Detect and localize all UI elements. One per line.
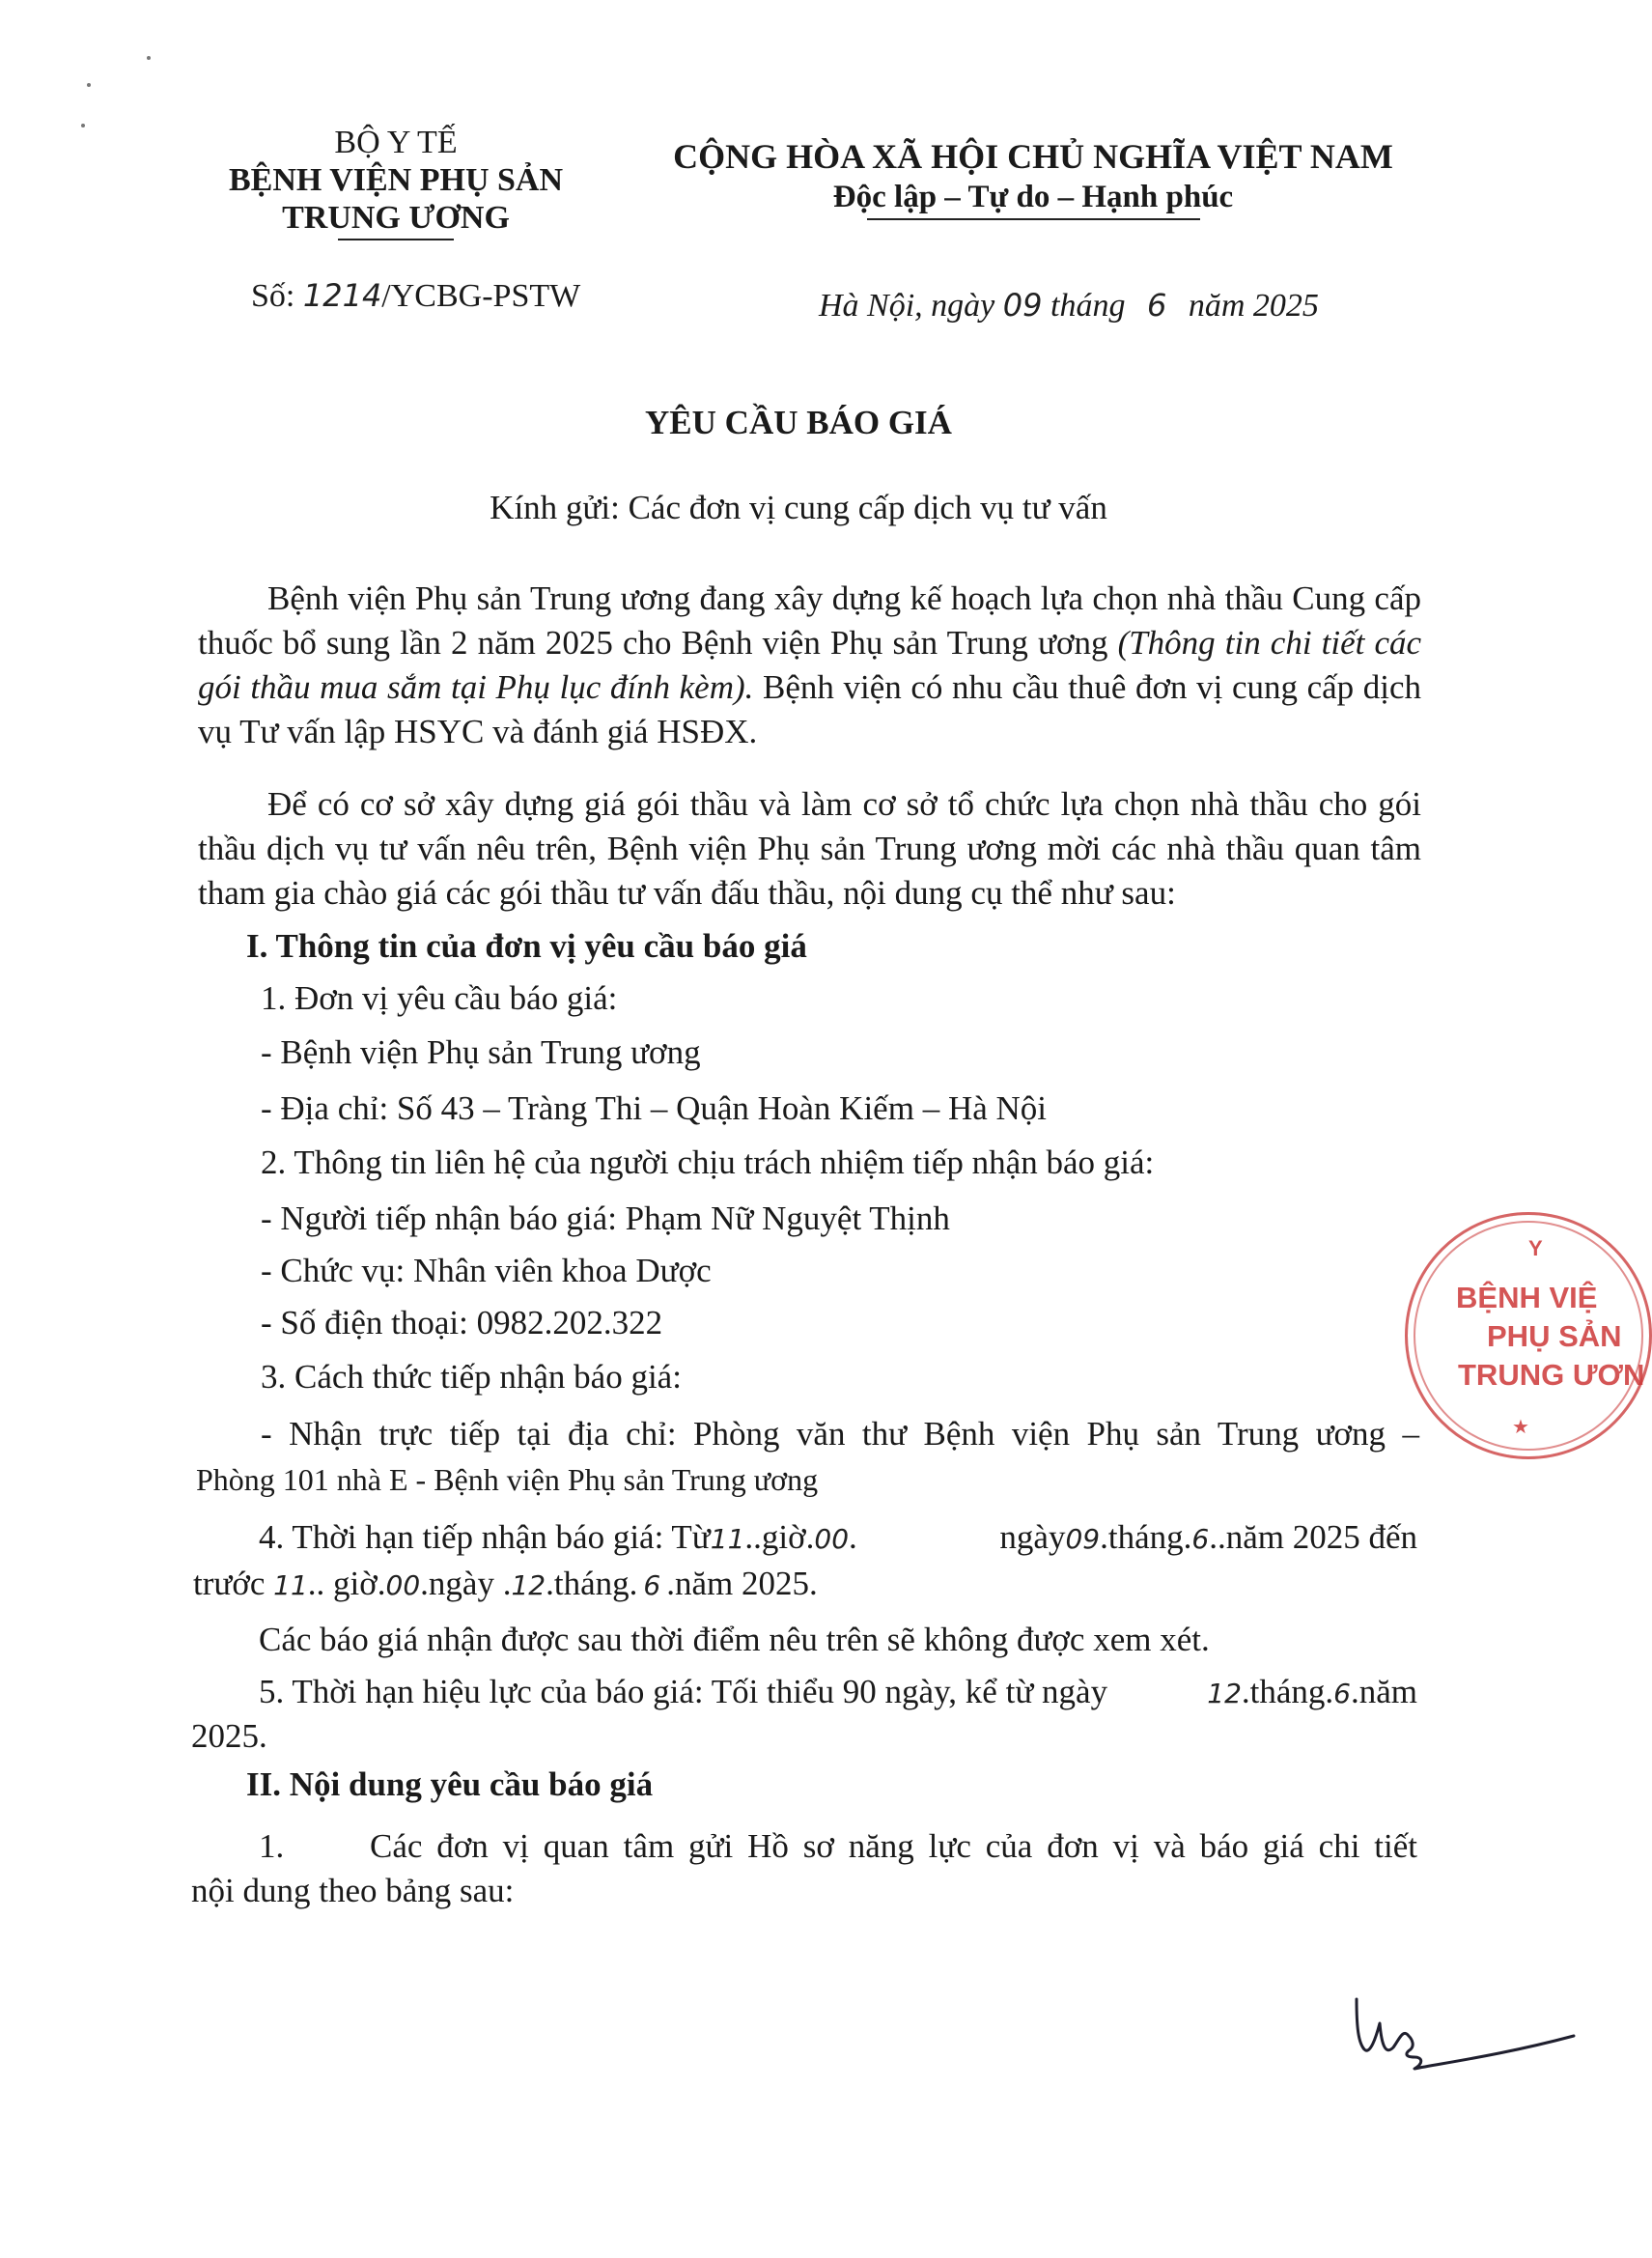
section-1-item-3-a: - Nhận trực tiếp tại địa chỉ: Phòng văn thư Bệnh viện Phụ sản Trung ương – <box>261 1415 1419 1453</box>
item4-text-j: năm 2025. <box>674 1565 818 1602</box>
recipient-line: Kính gửi: Các đơn vị cung cấp dịch vụ tư vấn <box>490 489 1107 526</box>
item5-text-c: năm <box>1358 1673 1417 1710</box>
item4-text-e: năm 2025 đến <box>1225 1518 1417 1556</box>
item4-hand-month: 6 <box>1191 1523 1210 1555</box>
scan-speck <box>87 83 91 87</box>
handwritten-initial-signature <box>1347 1970 1579 2076</box>
date-month-label: tháng <box>1050 288 1126 324</box>
ministry-name: BỘ Y TẾ <box>334 125 458 160</box>
document-title: YÊU CẦU BÁO GIÁ <box>645 404 952 441</box>
late-submission-note: Các báo giá nhận được sau thời điểm nêu trên sẽ không được xem xét. <box>259 1621 1210 1658</box>
scan-speck <box>81 124 85 127</box>
section-2-item-1-text: Các đơn vị quan tâm gửi Hồ sơ năng lực của đơn vị và báo giá chi tiết <box>370 1827 1417 1865</box>
national-header <box>666 135 1400 220</box>
section-2-item-1-line1 <box>259 1825 1417 1868</box>
section-1-item-1-b: - Địa chỉ: Số 43 – Tràng Thi – Quận Hoàn Kiếm – Hà Nội <box>261 1089 1048 1127</box>
section-1-item-1-a: - Bệnh viện Phụ sản Trung ương <box>261 1033 701 1071</box>
republic-title: CỘNG HÒA XÃ HỘI CHỦ NGHĨA VIỆT NAM <box>673 137 1393 176</box>
scan-speck <box>147 56 151 60</box>
section-2-item-1-number: 1. <box>259 1827 285 1865</box>
item4-text-h: ngày <box>428 1565 494 1602</box>
date-place: Hà Nội, ngày <box>819 288 995 324</box>
doc-no-suffix: /YCBG-PSTW <box>381 278 581 314</box>
item5-text-a: 5. Thời hạn hiệu lực của báo giá: Tối thiểu 90 ngày, kể từ ngày <box>259 1673 1108 1710</box>
item5-hand-day: 12 <box>1207 1678 1242 1709</box>
item4-hand-month-2: 6 <box>643 1569 661 1601</box>
issuer-underline <box>338 239 454 240</box>
stamp-line-3: TRUNG ƯƠN <box>1458 1358 1645 1392</box>
hospital-seal-stamp <box>1405 1212 1652 1459</box>
stamp-star-icon: ★ <box>1512 1417 1529 1438</box>
item4-text-f: trước <box>193 1565 266 1602</box>
item4-text-g: giờ <box>333 1565 378 1602</box>
stamp-line-1: BỆNH VIỆ <box>1456 1281 1598 1314</box>
section-1-item-5-line1: 5. Thời hạn hiệu lực của báo giá: Tối thiểu 90 ngày, kể từ ngày 12.tháng.6.năm <box>259 1671 1417 1715</box>
doc-no-handwritten: 1214 <box>302 277 382 314</box>
intro-paragraph-1 <box>198 577 1421 754</box>
section-1-item-5-line2: 2025. <box>191 1717 267 1755</box>
date-day-handwritten: 09 <box>1002 287 1043 324</box>
item4-text-b: giờ <box>761 1518 806 1556</box>
national-motto: Độc lập – Tự do – Hạnh phúc <box>832 180 1234 214</box>
section-1-item-3: 3. Cách thức tiếp nhận báo giá: <box>261 1358 682 1396</box>
section-1-heading: I. Thông tin của đơn vị yêu cầu báo giá <box>246 927 807 965</box>
intro-p1-italic: (Thông tin chi tiết các gói thầu mua sắm tại Phụ lục đính kèm). <box>198 624 1422 706</box>
item4-hand-day: 09 <box>1065 1523 1101 1555</box>
section-1-item-3-b: Phòng 101 nhà E - Bệnh viện Phụ sản Trung ương <box>196 1462 819 1497</box>
section-1-item-2: 2. Thông tin liên hệ của người chịu trách nhiệm tiếp nhận báo giá: <box>261 1143 1155 1181</box>
stamp-line-2: PHỤ SẢN <box>1487 1319 1622 1353</box>
item4-text-i: tháng <box>553 1565 630 1602</box>
item4-hand-hour-2: 11 <box>273 1569 308 1601</box>
section-2-item-1-line2: nội dung theo bảng sau: <box>191 1872 515 1909</box>
intro-p1-text-2: Bệnh viện có nhu cầu thuê đơn vị cung cấp dịch vụ Tư vấn lập HSYC và đánh giá HSĐX. <box>198 668 1421 750</box>
doc-no-prefix: Số: <box>251 278 295 314</box>
section-1-item-2-c: - Số điện thoại: 0982.202.322 <box>261 1304 663 1341</box>
item5-text-b: tháng <box>1249 1673 1326 1710</box>
document-number <box>251 276 580 316</box>
section-1-item-4-line1: 4. Thời hạn tiếp nhận báo giá: Từ11..giờ.00. ngày09.tháng.6..năm 2025 đến <box>259 1518 1417 1556</box>
item5-hand-month: 6 <box>1333 1678 1351 1709</box>
stamp-top-mark: Y <box>1528 1236 1543 1260</box>
hospital-name-line2: TRUNG ƯƠNG <box>282 200 510 236</box>
section-1-item-4-line2: trước 11.. giờ.00.ngày .12.tháng. 6 .năm 2025. <box>193 1565 818 1602</box>
section-1-item-2-b: - Chức vụ: Nhân viên khoa Dược <box>261 1252 712 1289</box>
item4-text-a: 4. Thời hạn tiếp nhận báo giá: Từ <box>259 1518 711 1556</box>
item4-hand-hour: 11 <box>710 1523 745 1555</box>
intro-paragraph-2: Để có cơ sở xây dựng giá gói thầu và làm cơ sở tổ chức lựa chọn nhà thầu cho gói thầu dịch vụ tư vấn nêu trên, Bệnh viện Phụ sản Trung ương mời các nhà thầu quan tâm tham gia chào giá các gói thầu tư vấn đấu thầu, nội dung cụ thể như sau: <box>198 785 1421 912</box>
item4-hand-day-2: 12 <box>511 1569 546 1601</box>
item4-hand-minute-2: 00 <box>385 1569 421 1601</box>
document-date <box>819 286 1319 325</box>
item4-hand-minute: 00 <box>814 1523 850 1555</box>
section-2-heading: II. Nội dung yêu cầu báo giá <box>246 1765 654 1803</box>
section-1-item-1: 1. Đơn vị yêu cầu báo giá: <box>261 979 618 1017</box>
hospital-name-line1: BỆNH VIỆN PHỤ SẢN <box>228 162 564 198</box>
date-year: năm 2025 <box>1188 288 1319 324</box>
intro-p1-text: Bệnh viện Phụ sản Trung ương đang xây dựng kế hoạch lựa chọn nhà thầu Cung cấp thuốc bổ sung lần 2 năm 2025 cho Bệnh viện Phụ sản Trung ương <box>198 579 1421 662</box>
item4-text-d: tháng <box>1107 1518 1184 1556</box>
item4-text-c: ngày <box>999 1518 1066 1556</box>
motto-underline <box>867 218 1200 220</box>
date-month-handwritten: 6 <box>1146 287 1167 324</box>
issuer-block <box>203 124 589 240</box>
section-1-item-2-a: - Người tiếp nhận báo giá: Phạm Nữ Nguyệt Thịnh <box>261 1200 950 1237</box>
